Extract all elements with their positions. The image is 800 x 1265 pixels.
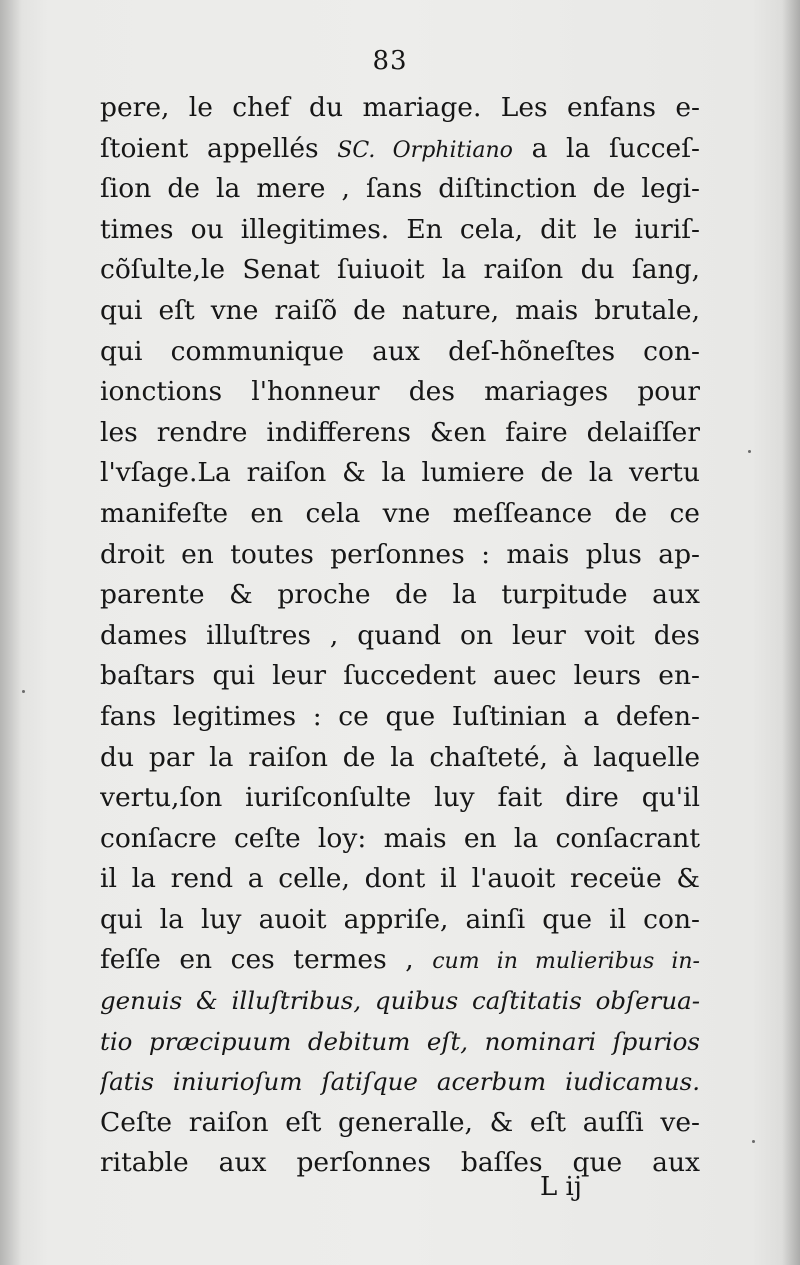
text-line: l'vſage.La raiſon & la lumiere de la vertu (100, 457, 700, 489)
text-line: droit en toutes perſonnes : mais plus ap- (100, 538, 700, 570)
text-line: qui communique aux deſ-hõneſtes con- (100, 335, 700, 367)
paper-speck (748, 450, 751, 453)
line-segment: a la ſucceſ- (512, 132, 700, 164)
text-line: ritable aux perſonnes baſſes que aux (100, 1147, 700, 1179)
text-line (100, 940, 700, 981)
text-line: manifeſte en cela vne meſſeance de ce (100, 497, 700, 529)
text-line: ionctions l'honneur des mariages pour (100, 376, 700, 408)
italic-quotation-line: tio præcipuum debitum eſt, nominari ſpurios (100, 1026, 700, 1056)
text-line: vertu,ſon iuriſconſulte luy fait dire qu'il (100, 782, 700, 814)
body-text (100, 88, 700, 1184)
italic-quotation-line: genuis & illuſtribus, quibus caſtitatis obſerua- (100, 986, 700, 1016)
text-line: ſion de la mere , ſans diſtinction de legi- (100, 173, 700, 205)
text-line: qui la luy auoit appriſe, ainſi que il con- (100, 903, 700, 935)
text-line: cõſulte,le Senat ſuiuoit la raiſon du ſang, (100, 254, 700, 286)
paper-speck (752, 1140, 755, 1143)
text-line: les rendre indifferens &en faire delaiſſer (100, 416, 700, 448)
text-line: baſtars qui leur ſuccedent auec leurs en- (100, 660, 700, 692)
text-line (100, 129, 700, 170)
line-segment: ſtoient appellés (100, 132, 338, 164)
text-line: parente & proche de la turpitude aux (100, 579, 700, 611)
italic-quotation-line: ſatis iniurioſum ſatiſque acerbum iudicamus. (100, 1067, 700, 1097)
line-segment: feſſe en ces termes , (100, 944, 433, 976)
text-line: il la rend a celle, dont il l'auoit receüe & (100, 863, 700, 895)
text-line: conſacre ceſte loy: mais en la conſacrant (100, 822, 700, 854)
page-number: 83 (372, 46, 408, 76)
text-line: du par la raiſon de la chaſteté, à laquelle (100, 741, 700, 773)
italic-quotation: cum in mulieribus in- (432, 949, 700, 975)
italic-citation: SC. Orphitiano (337, 137, 513, 163)
text-line: dames illuſtres , quand on leur voit des (100, 619, 700, 651)
paper-speck (22, 690, 25, 693)
text-line: fans legitimes : ce que Iuſtinian a defen- (100, 700, 700, 732)
signature-mark: L ij (540, 1172, 582, 1202)
page-edge-shadow-right (782, 0, 800, 1265)
text-line: times ou illegitimes. En cela, dit le iuriſ- (100, 213, 700, 245)
text-line: pere, le chef du mariage. Les enfans e- (100, 92, 700, 123)
text-line: qui eſt vne raiſõ de nature, mais brutale, (100, 294, 700, 326)
text-line: Ceſte raiſon eſt generalle, & eſt auſſi ve- (100, 1106, 700, 1138)
page-edge-shadow-left (0, 0, 22, 1265)
